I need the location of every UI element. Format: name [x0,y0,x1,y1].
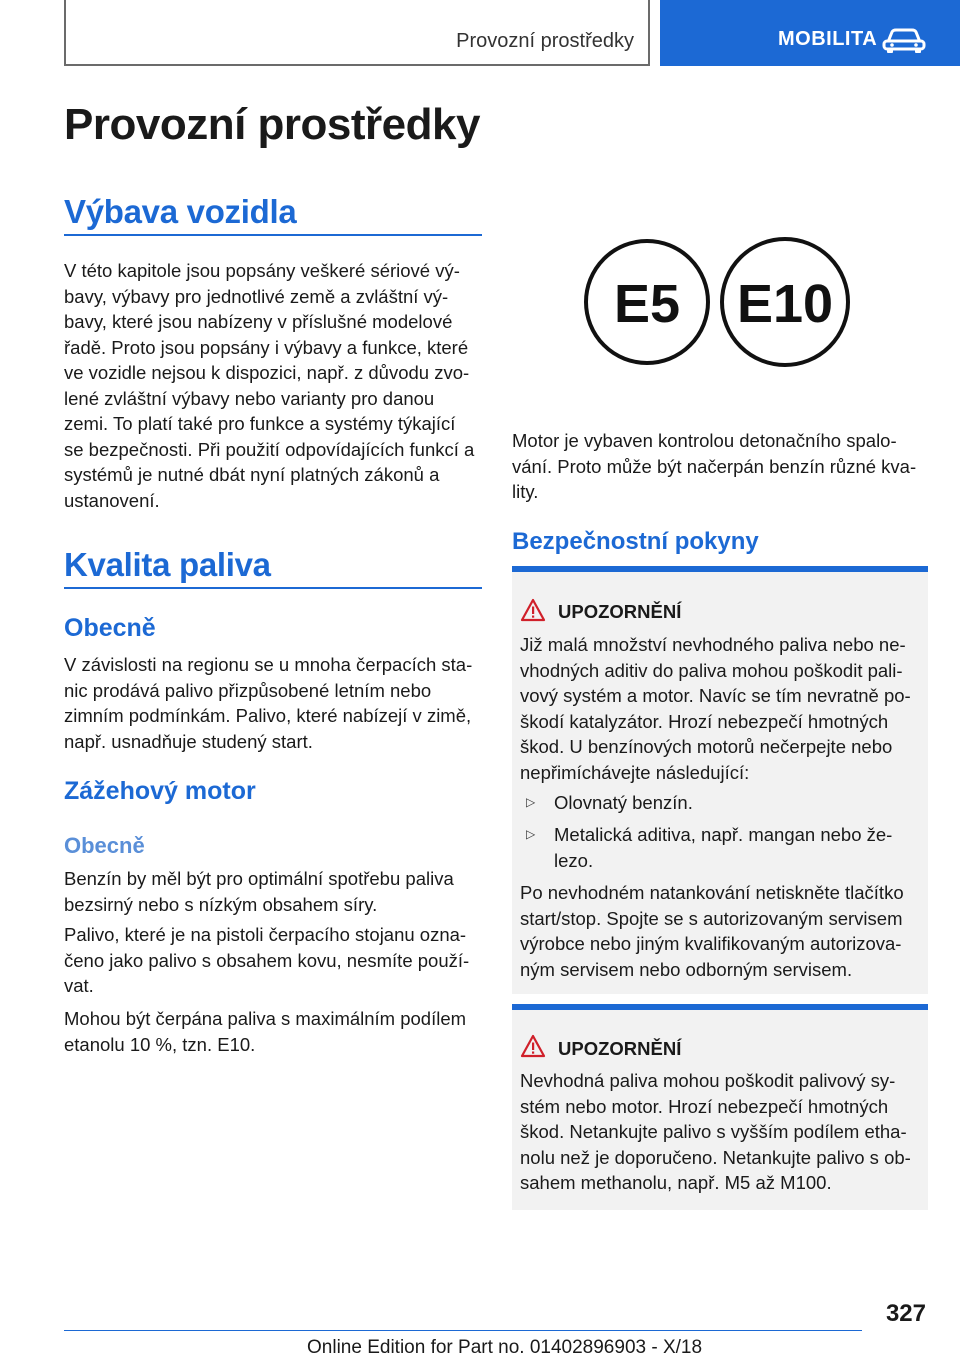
header-section-badge[interactable] [660,0,960,66]
warning-triangle-icon [520,598,546,622]
footer-rule [64,1330,862,1331]
section-title-bezpecnost: Bezpečnostní pokyny [512,528,759,555]
subsection-title-obecne: Obecně [64,614,156,642]
header-badge-label: MOBILITA [778,28,878,50]
zazehovy-paragraph-3: Mohou být čerpána paliva s maximálním podílem etanolu 10 %, tzn. E10. [64,1008,467,1055]
zazehovy-paragraph-1: Benzín by měl být pro optimální spotřebu paliva bezsirný nebo s nízkým obsahem síry. [64,868,454,915]
section-title-vybava: Výbava vozidla [64,193,297,230]
warning-intro: Již malá množství nevhodného paliva nebo ne- vhodných aditiv do paliva mohou poškodit pali- vový systém a motor. Navíc se tím nevratně po- škodí katalyzátor. Hrozí nebezpečí hmotných škod. U benzínových motorů nečerpejte nebo nepřimíchávejte následující: [520,634,911,783]
section-title-kvalita: Kvalita paliva [64,546,271,583]
header-chapter-box [64,0,650,66]
subsection-title-zazehovy: Zážehový motor [64,777,256,805]
warning-bullet-item: ▷ Metalická aditiva, např. mangan nebo že- lezo. [526,824,893,871]
subsubsection-title-obecne: Obecně [64,833,145,858]
car-icon [882,26,926,54]
warning-outro: Po nevhodném natankování netiskněte tlačítko start/stop. Spojte se s autorizovaným servisem výrobce nebo jiným kvalifikovaným autorizova- ným servisem nebo odborným servisem. [520,882,904,980]
warning-box-2 [512,1004,928,1210]
warning-bullet-item: ▷ Olovnatý benzín. [526,790,916,816]
e5-emblem-label: E5 [613,274,681,334]
e5-emblem [586,241,708,363]
header-chapter-title: Provozní prostředky [456,30,634,52]
obecne-paragraph: V závislosti na regionu se u mnoha čerpacích sta- nic prodává palivo přizpůsobené letním nebo zimním podmínkám. Palivo, které nabízejí v zimě, např. usnadňuje studený start. [64,654,473,752]
warning-box-1 [512,566,928,994]
page-number: 327 [885,1300,926,1327]
warning-heading: UPOZORNĚNÍ [558,601,682,622]
warning-text: Nevhodná paliva mohou poškodit palivový sy- stém nebo motor. Hrozí nebezpečí hmotných škod. Netankujte palivo s vyšším podílem etha- nolu než je doporučeno. Netankujte palivo s ob- sahem methanolu, např. M5 až M100. [520,1070,911,1193]
motor-paragraph: Motor je vybaven kontrolou detonačního spalo- vání. Proto může být načerpán benzín různé kva- lity. [512,430,917,502]
section-rule [64,234,482,236]
section-rule [64,587,482,589]
zazehovy-paragraph-2: Palivo, které je na pistoli čerpacího stojanu ozna- čeno jako palivo s obsahem kovu, nesmíte použí- vat. [64,924,470,996]
warning-heading: UPOZORNĚNÍ [558,1038,682,1059]
warning-triangle-icon [520,1034,546,1058]
page-title: Provozní prostředky [64,100,480,149]
e10-emblem [722,239,848,365]
bullet-triangle-icon: ▷ [526,795,536,809]
fuel-emblems-graphic [583,232,859,372]
footer-edition-text: Online Edition for Part no. 01402896903 - X/18 [307,1337,703,1358]
bullet-triangle-icon: ▷ [526,827,536,841]
e10-emblem-label: E10 [736,274,834,334]
vybava-paragraph: V této kapitole jsou popsány veškeré sériové vý- bavy, výbavy pro jednotlivé země a zvláštní vý- bavy, které jsou nabízeny v příslušné modelové řadě. Proto jsou popsány i výbavy a funkce, které ve vozidle nejsou k dispozici, např. z důvodu zvo- lené zvláštní výbavy nebo varianty pro danou zemi. To platí také pro funkce a systémy týkající se bezpečnosti. Při použití odpovídajících funkcí a systémů je nutné dbát nyní platných zákonů a ustanovení. [64,260,475,511]
